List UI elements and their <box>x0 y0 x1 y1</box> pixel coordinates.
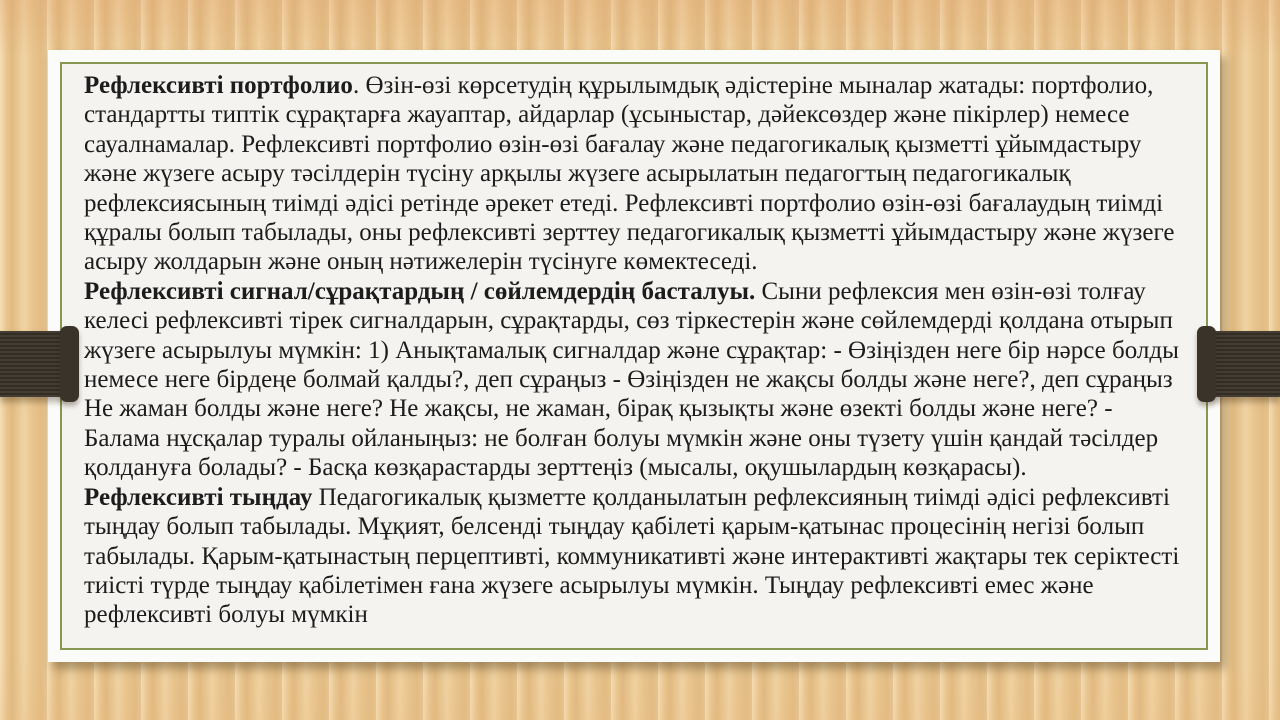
paragraph-lead-bold: Рефлексивті портфолио <box>84 72 353 99</box>
paragraph-text: . Өзін-өзі көрсетудің құрылымдық әдістеріне мыналар жатады: портфолио, стандартты типтік сұрақтарға жауаптар, айдарлар (ұсыныстар, дәйексөздер және пікірлер) немесе сауалнамалар. Рефлексивті портфолио өзін-өзі бағалау және педагогикалық қызметті ұйымдастыру және жүзеге асыру тәсілдерін түсіну арқылы жүзеге асырылатын педагогтың педагогикалық рефлексиясының тиімді әдісі ретінде әрекет етеді. Рефлексивті портфолио өзін-өзі бағалаудың тиімді құралы болып табылады, оны рефлексивті зерттеу педагогикалық қызметті ұйымдастыру және жүзеге асыру жолдарын және оның нәтижелерін түсінуге көмектеседі. <box>84 72 1175 276</box>
paragraph-text: Педагогикалық қызметте қолданылатын рефлексияның тиімді әдісі рефлексивті тыңдау болып табылады. Мұқият, белсенді тыңдау қабілеті қарым-қатынас процесінің негізі болып табылады. Қарым-қатынастың перцептивті, коммуникативті және интерактивті жақтары тек серіктесті тиісті түрде тыңдау қабілетімен ғана жүзеге асырылуы мүмкін. Тыңдау рефлексивті емес және рефлексивті болуы мүмкін <box>84 483 1180 629</box>
paragraph <box>84 277 1192 483</box>
text-card <box>48 50 1220 662</box>
ribbon-right-cap <box>1197 326 1216 402</box>
ribbon-left-cap <box>60 326 79 402</box>
paragraph-lead-bold: Рефлексивті тыңдау <box>84 483 313 511</box>
paragraph <box>84 71 1192 277</box>
paragraph <box>84 483 1192 630</box>
text-block <box>84 71 1192 630</box>
ribbon-right <box>1212 331 1280 397</box>
paragraph-text: Сыни рефлексия мен өзін-өзі толғау келесі рефлексивті тірек сигналдарын, сұрақтарды, сөз тіркестерін және сөйлемдерді қолдана отырып жүзеге асырылуы мүмкін: 1) Анықтамалық сигналдар және сұрақтар: - Өзіңізден неге бір нәрсе болды немесе неге бірдеңе болмай қалды?, деп сұраңыз - Өзіңізден не жақсы болды және неге?, деп сұраңыз Не жаман болды және неге? Не жақсы, не жаман, бірақ қызықты және өзекті болды және неге? - Балама нұсқалар туралы ойланыңыз: не болған болуы мүмкін және оны түзету үшін қандай тәсілдер қолдануға болады? - Басқа көзқарастарды зерттеңіз (мысалы, оқушылардың көзқарасы). <box>84 277 1179 482</box>
paragraph-lead-bold: Рефлексивті сигнал/сұрақтардың / сөйлемдердің басталуы. <box>84 277 756 305</box>
card-border-frame <box>60 62 1208 650</box>
ribbon-left <box>0 331 64 397</box>
